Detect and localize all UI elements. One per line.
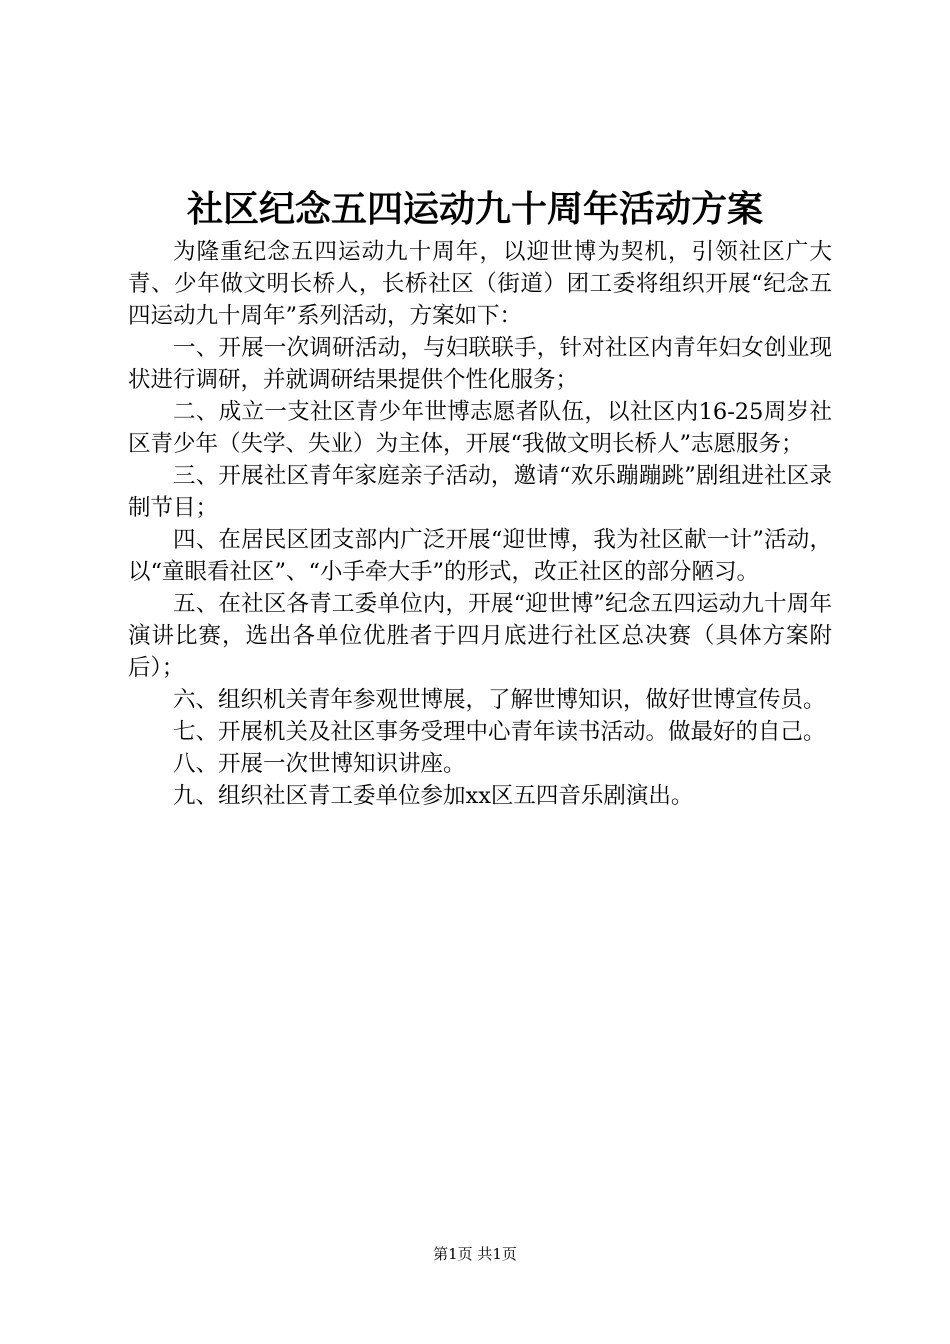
paragraph-item-6: 六、组织机关青年参观世博展，了解世博知识，做好世博宣传员。 [173,687,826,713]
paragraph-item-2: 二、成立一支社区青少年世博志愿者队伍，以社区内16-25周岁社区青少年（失学、失业）为主体，开展“我做文明长桥人”志愿服务； [128,399,832,457]
paragraph-item-3: 三、开展社区青年家庭亲子活动，邀请“欢乐蹦蹦跳”剧组进社区录制节目； [128,463,832,521]
paragraph-intro: 为隆重纪念五四运动九十周年，以迎世博为契机，引领社区广大青、少年做文明长桥人，长桥社区（街道）团工委将组织开展“纪念五四运动九十周年”系列活动，方案如下： [128,239,832,329]
paragraph-item-9: 九、组织社区青工委单位参加xx区五四音乐剧演出。 [173,783,694,809]
paragraph-item-5: 五、在社区各青工委单位内，开展“迎世博”纪念五四运动九十周年演讲比赛，选出各单位优胜者于四月底进行社区总决赛（具体方案附后）； [128,591,832,681]
paragraph-item-7: 七、开展机关及社区事务受理中心青年读书活动。做最好的自己。 [173,719,826,745]
paragraph-item-8: 八、开展一次世博知识讲座。 [173,751,466,777]
paragraph-item-4: 四、在居民区团支部内广泛开展“迎世博，我为社区献一计”活动，以“童眼看社区”、“小手牵大手”的形式，改正社区的部分陋习。 [128,527,832,585]
document-body [128,236,832,812]
page-footer: 第1页 共1页 [433,1245,517,1263]
document-title: 社区纪念五四运动九十周年活动方案 [186,188,763,230]
paragraph-item-1: 一、开展一次调研活动，与妇联联手，针对社区内青年妇女创业现状进行调研，并就调研结果提供个性化服务； [128,335,832,393]
